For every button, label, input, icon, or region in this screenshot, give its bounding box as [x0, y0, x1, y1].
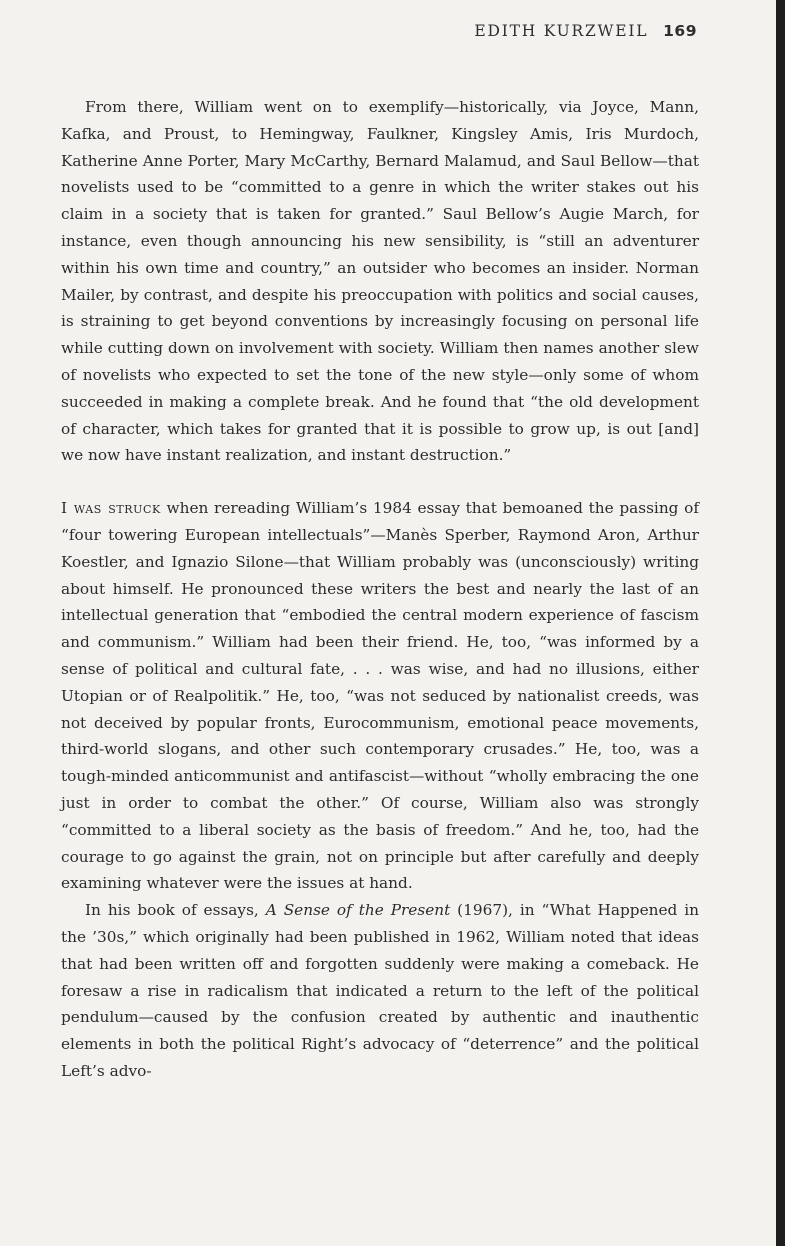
page-edge-shadow [776, 0, 785, 1246]
running-head [474, 22, 697, 40]
page-number: 169 [663, 22, 697, 40]
paragraph-3-text-end: (1967), in “What Happened in the ’30s,” which originally had been published in 1962, William noted that ideas that had been written off and forgotten suddenly were making a comeback. He foresaw a rise in radicalism that indicated a return to the left of the political pendulum—caused by the confusion created by authentic and inauthentic elements in both the political Right’s advocacy of “deterrence” and the political Left’s advo- [61, 901, 699, 1080]
paragraph-2-lead-in: I was struck [61, 499, 161, 518]
body-text [61, 94, 699, 1085]
paragraph-2-text: when rereading William’s 1984 essay that bemoaned the passing of “four towering European intellectuals”—Manès Sperber, Raymond Aron, Arthur Koestler, and Ignazio Silone—that William probably was (unconsciously) writing about himself. He pronounced these writers the best and nearly the last of an intellectual generation that “embodied the central modern experience of fascism and communism.” William had been their friend. He, too, “was informed by a sense of political and cultural fate, . . . was wise, and had no illusions, either Utopian or of Realpolitik.” He, too, “was not seduced by nationalist creeds, was not deceived by popular fronts, Eurocommunism, emotional peace movements, third-world slogans, and other such contemporary crusades.” He, too, was a tough-minded anticommunist and antifascist—without “wholly embracing the one just in order to combat the other.” Of course, William also was strongly “committed to a liberal society as the basis of freedom.” And he, too, had the courage to go against the grain, not on principle but after carefully and deeply examining whatever were the issues at hand. [61, 499, 699, 893]
paragraph-3 [61, 897, 699, 1085]
paragraph-1: From there, William went on to exemplify—historically, via Joyce, Mann, Kafka, and Proust, to Hemingway, Faulkner, Kingsley Amis, Iris Murdoch, Katherine Anne Porter, Mary McCarthy, Bernard Malamud, and Saul Bellow—that novelists used to be “committed to a genre in which the writer stakes out his claim in a society that is taken for granted.” Saul Bellow’s Augie March, for instance, even though announcing his new sensibility, is “still an adventurer within his own time and country,” an outsider who becomes an insider. Norman Mailer, by contrast, and despite his preoccupation with politics and social causes, is straining to get beyond conventions by increasingly focusing on personal life while cutting down on involvement with society. William then names another slew of novelists who expected to set the tone of the new style—only some of whom succeeded in making a complete break. And he found that “the old development of character, which takes for granted that it is possible to grow up, is out [and] we now have instant realization, and instant destruction.” [61, 98, 699, 465]
book-title: A Sense of the Present [265, 901, 451, 920]
paragraph-3-text-start: In his book of essays, [85, 901, 266, 920]
paragraph-2 [61, 495, 699, 897]
running-head-author: EDITH KURZWEIL [474, 22, 649, 40]
